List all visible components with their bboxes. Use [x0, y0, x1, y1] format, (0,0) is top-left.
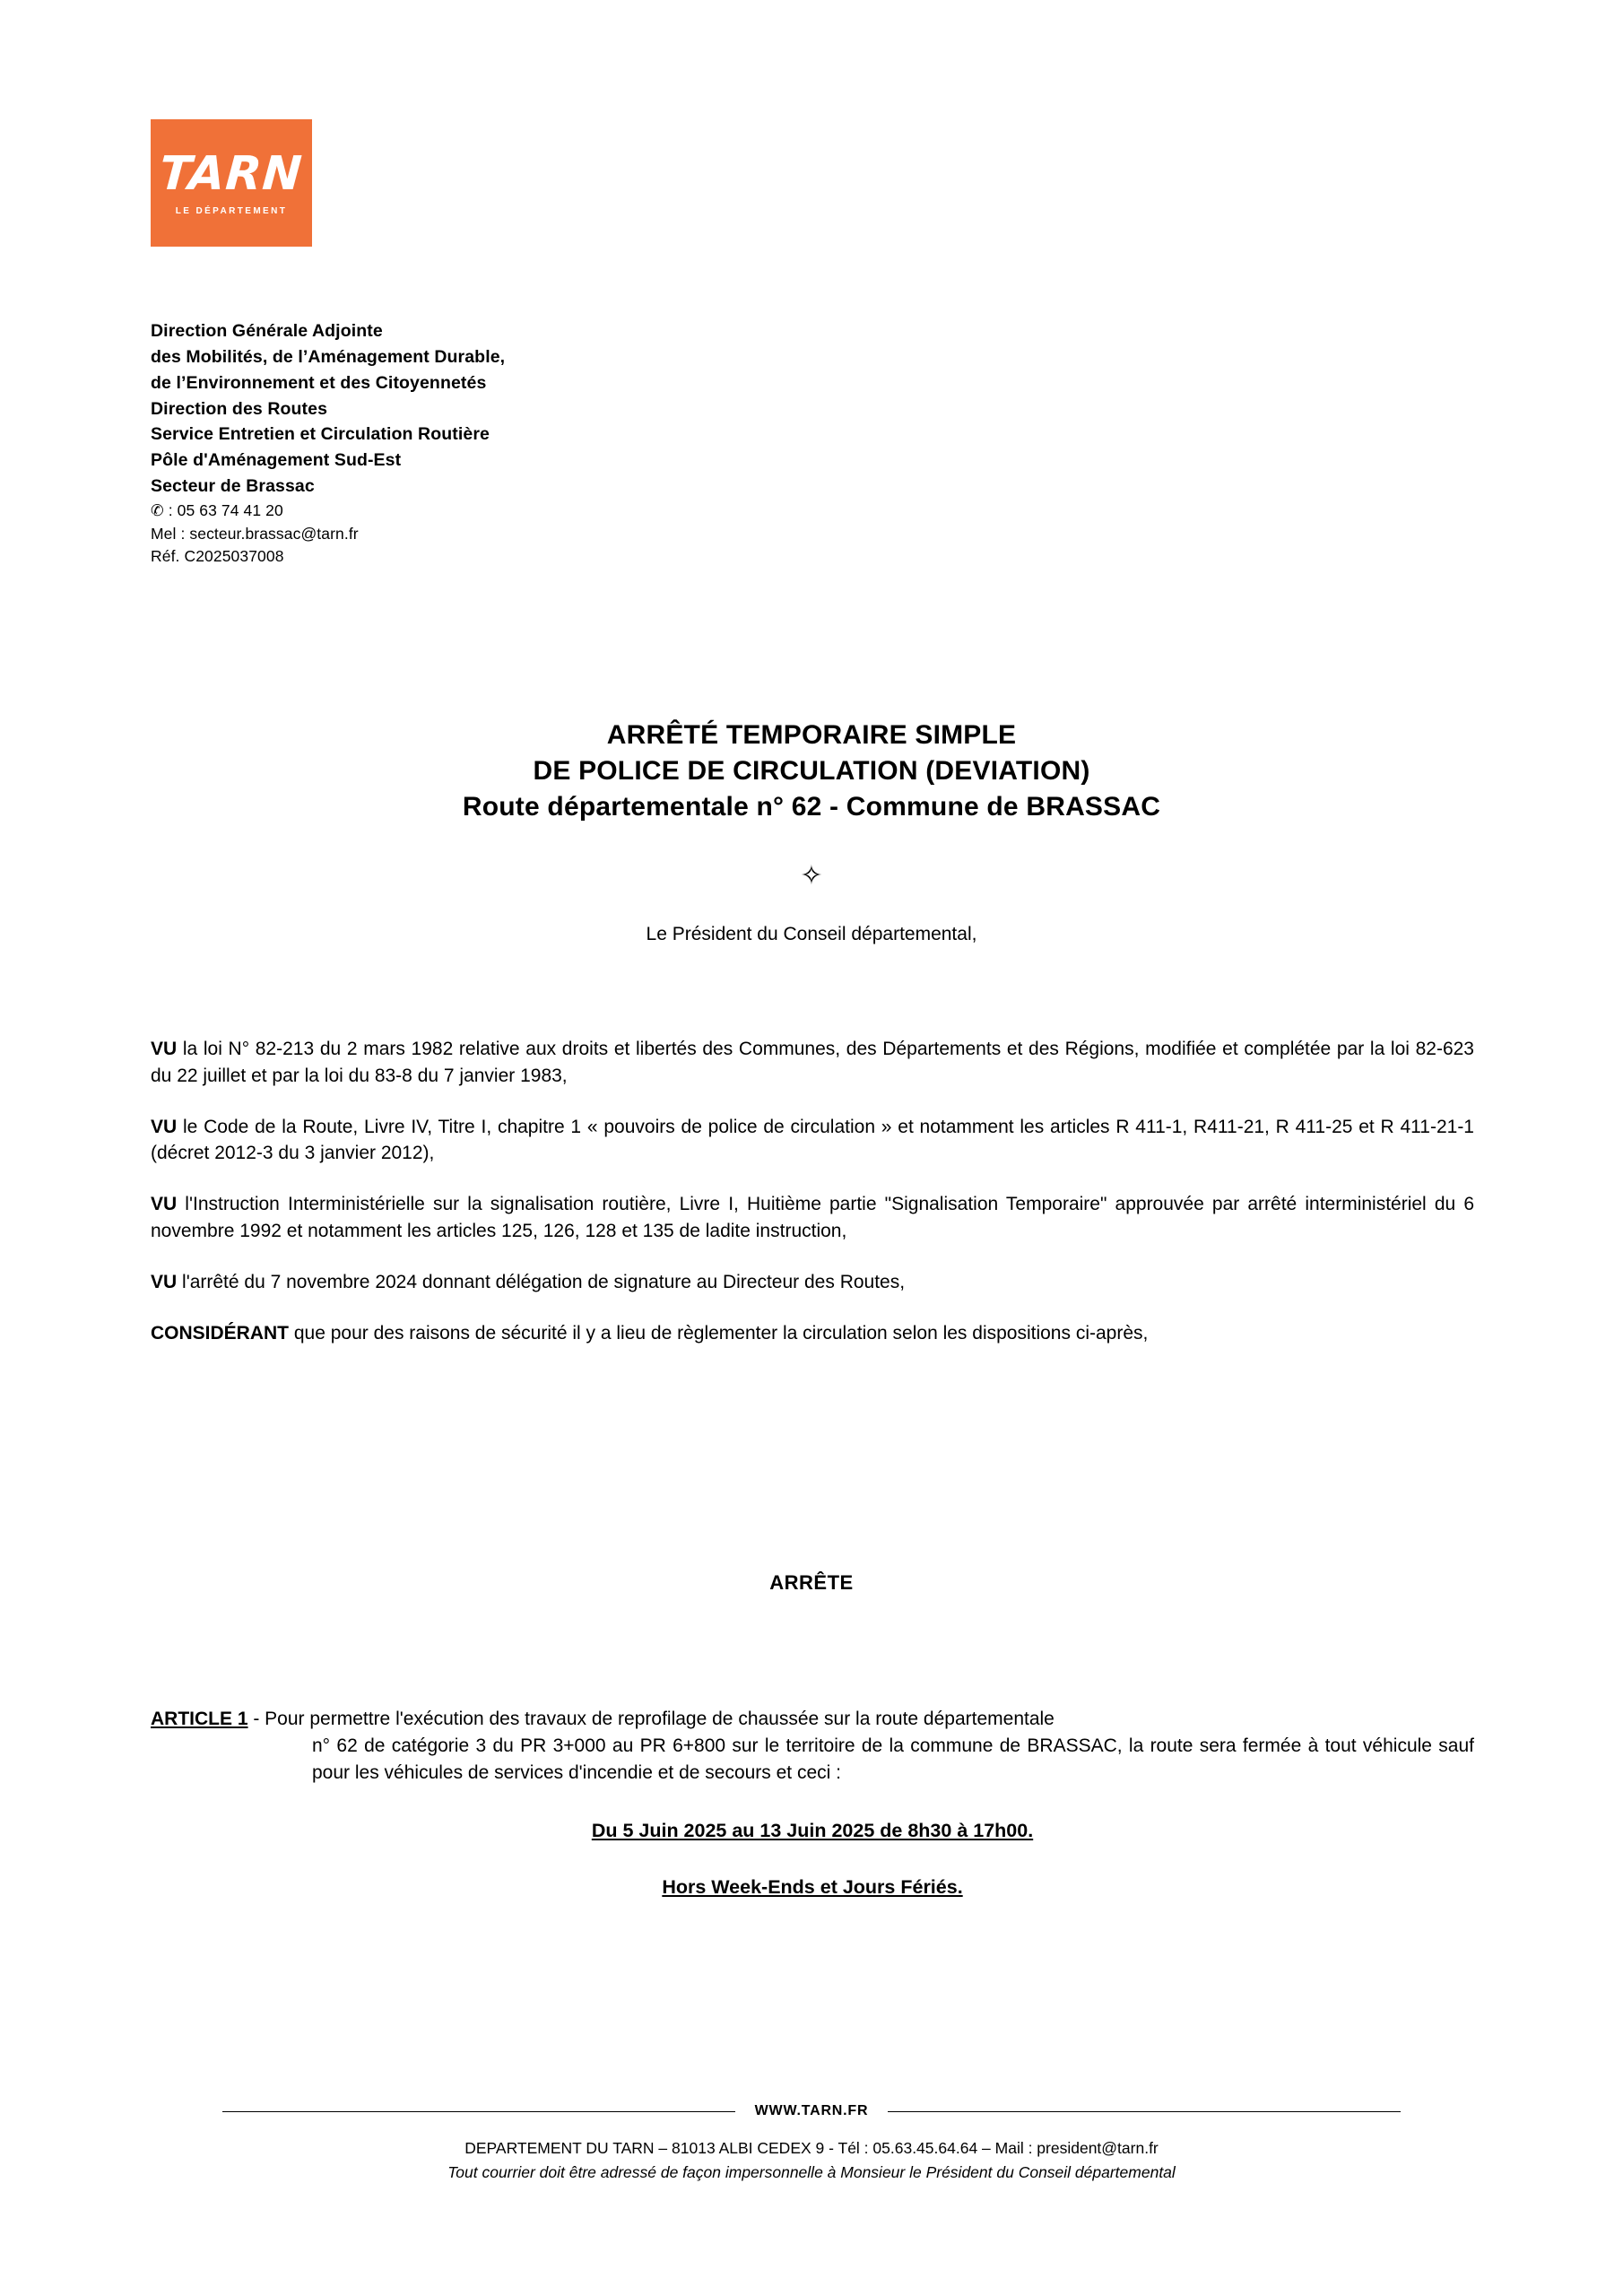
footer-rule-row: [151, 2103, 1472, 2119]
vu-label-3: VU: [151, 1194, 178, 1215]
logo-wordmark: TARN: [158, 146, 305, 201]
paragraph-vu-4: [151, 1269, 1474, 1296]
sender-block: [151, 318, 778, 569]
page-footer: [151, 2103, 1472, 2182]
sender-line-1: Direction Générale Adjointe: [151, 321, 383, 341]
paragraph-vu-3: [151, 1191, 1474, 1245]
footer-address: DEPARTEMENT DU TARN – 81013 ALBI CEDEX 9 - Tél : 05.63.45.64.64 – Mail : president@tarn.fr: [464, 2139, 1159, 2157]
vu-text-2: le Code de la Route, Livre IV, Titre I, chapitre 1 « pouvoirs de police de circulation » et notamment les articles R 411-1, R411-21, R 411-25 et R 411-21-1 (décret 2012-3 du 3 janvier 2012),: [151, 1116, 1474, 1164]
vu-label-1: VU: [151, 1039, 178, 1059]
vu-text-3: l'Instruction Interministérielle sur la signalisation routière, Livre I, Huitième partie "Signalisation Temporaire" approuvée par arrêté interministériel du 6 novembre 1992 et notamment les articles 125, 126, 128 et 135 de ladite instruction,: [151, 1194, 1474, 1242]
article-text-first: - Pour permettre l'exécution des travaux de reprofilage de chaussée sur la route départementale: [247, 1709, 1055, 1729]
sender-line-7: Secteur de Brassac: [151, 476, 315, 497]
vu-label-4: VU: [151, 1271, 178, 1292]
footer-notice: Tout courrier doit être adressé de façon impersonnelle à Monsieur le Président du Conseil départemental: [447, 2163, 1176, 2181]
footer-website: WWW.TARN.FR: [754, 2103, 869, 2118]
considerant-label: CONSIDÉRANT: [151, 1322, 290, 1344]
paragraph-vu-1: [151, 1036, 1474, 1090]
sender-reference: Réf. C2025037008: [151, 547, 284, 566]
sender-line-6: Pôle d'Aménagement Sud-Est: [151, 450, 402, 471]
ornament-icon: ✧: [800, 860, 823, 891]
article-dates: Du 5 Juin 2025 au 13 Juin 2025 de 8h30 à 17h00.: [591, 1819, 1034, 1841]
tarn-logo: [151, 119, 312, 247]
arrete-heading: ARRÊTE: [769, 1571, 854, 1594]
article-1-block: [151, 1706, 1474, 1899]
article-label: ARTICLE 1: [151, 1709, 248, 1729]
considerations-block: [151, 1036, 1474, 1371]
sender-line-3: de l’Environnement et des Citoyennetés: [151, 372, 487, 393]
considerant-text: que pour des raisons de sécurité il y a lieu de règlementer la circulation selon les dispositions ci-après,: [289, 1322, 1149, 1344]
article-text-rest: n° 62 de catégorie 3 du PR 3+000 au PR 6+800 sur le territoire de la commune de BRASSAC, la route sera fermée à tout véhicule sauf pour les véhicules de services d'incendie et de secours et ceci :: [312, 1735, 1474, 1784]
paragraph-considerant: [151, 1320, 1474, 1347]
preamble-text: Le Président du Conseil départemental,: [646, 923, 977, 944]
footer-rule-right: [888, 2111, 1401, 2112]
sender-line-2: des Mobilités, de l’Aménagement Durable,: [151, 346, 506, 367]
vu-text-4: l'arrêté du 7 novembre 2024 donnant délégation de signature au Directeur des Routes,: [177, 1271, 906, 1292]
article-exclusions: Hors Week-Ends et Jours Fériés.: [662, 1875, 963, 1898]
sender-phone: ✆ : 05 63 74 41 20: [151, 501, 283, 520]
footer-rule-left: [222, 2111, 735, 2112]
paragraph-vu-2: [151, 1114, 1474, 1168]
title-line-3: Route départementale n° 62 - Commune de BRASSAC: [462, 791, 1161, 822]
document-title: [151, 718, 1472, 945]
vu-text-1: la loi N° 82-213 du 2 mars 1982 relative aux droits et libertés des Communes, des Départements et des Régions, modifiée et complétée par la loi 82-623 du 22 juillet et par la loi du 83-8 du 7 janvier 1983,: [151, 1039, 1474, 1086]
title-line-1: ARRÊTÉ TEMPORAIRE SIMPLE: [606, 720, 1017, 750]
logo-tagline: LE DÉPARTEMENT: [175, 205, 288, 216]
sender-line-5: Service Entretien et Circulation Routière: [151, 424, 490, 445]
title-line-2: DE POLICE DE CIRCULATION (DEVIATION): [533, 755, 1090, 786]
vu-label-2: VU: [151, 1116, 178, 1137]
sender-email: Mel : secteur.brassac@tarn.fr: [151, 524, 359, 543]
article-first-line: [151, 1706, 1474, 1733]
sender-line-4: Direction des Routes: [151, 398, 328, 419]
